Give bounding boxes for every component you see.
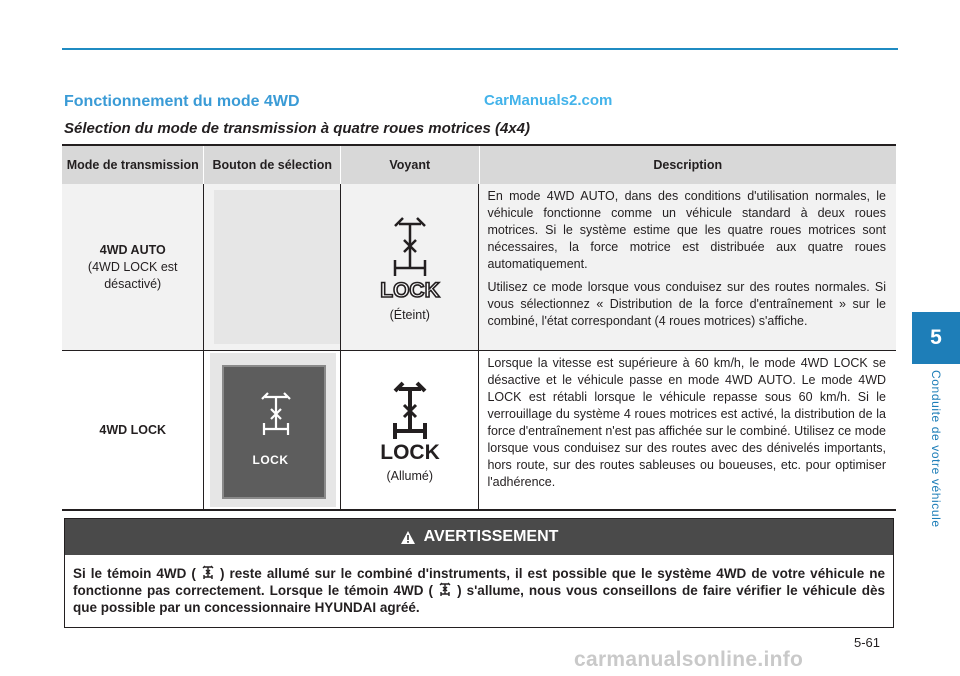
description-paragraph: En mode 4WD AUTO, dans des conditions d'utilisation normales, le véhicule fonctionne comme un véhicule standard à deux roues motrices. Si le système estime que les quatre roues motrices sont nécessaires, la force motrice est distribuée aux quatre roues automatiquement. [487, 189, 887, 271]
lamp-cell [341, 351, 480, 509]
mode-cell [62, 184, 204, 350]
4wd-lock-button [222, 365, 326, 499]
warning-body [65, 555, 893, 616]
lamp-lock-text: LOCK [379, 279, 440, 302]
warning-title: AVERTISSEMENT [423, 528, 559, 545]
warning-header [65, 519, 893, 555]
subtitle: Sélection du mode de transmission à quatre roues motrices (4x4) [64, 120, 530, 137]
lamp-state-on: (Allumé) [386, 469, 433, 483]
4wd-lock-lamp-icon [375, 377, 445, 463]
mode-name: 4WD AUTO [99, 242, 166, 257]
mode-cell [62, 351, 204, 509]
mode-table [62, 144, 896, 511]
chapter-tab: 5 [912, 312, 960, 364]
mode-note: (4WD LOCK est désactivé) [87, 259, 178, 291]
watermark-top: CarManuals2.com [484, 92, 613, 109]
warning-text: ) reste allumé sur le combiné d'instruments, il est possible que le système 4WD de votre véhicule ne fonctionne pas correctement. Lorsque le témoin 4WD ( [73, 566, 885, 598]
header-mode: Mode de transmission [62, 146, 204, 184]
4wd-indicator-icon [201, 565, 215, 581]
warning-triangle-icon [400, 530, 416, 545]
button-lock-label: LOCK [252, 453, 289, 467]
4wd-indicator-icon [438, 582, 452, 598]
section-title: Fonctionnement du mode 4WD [64, 93, 300, 110]
header-button: Bouton de sélection [204, 146, 341, 184]
4wd-lock-button-icon [254, 391, 298, 447]
description-paragraph: Lorsque la vitesse est supérieure à 60 km/h, le mode 4WD LOCK se désactive et le véhicule passe en mode 4WD AUTO. Le mode 4WD LOCK est rétabli lorsque le véhicule repasse sous 60 km/h. Si le verrouillage du système 4 roues motrices est activé, la distribution de la force d'entraînement n'est pas affichée sur le combiné. Utilisez ce mode lorsque vous conduisez sur des routes avec des dénivelés importants, hors route, sur des routes sableuses ou boueuses, etc. pour optimiser l'adhérence. [487, 356, 887, 489]
header-lamp: Voyant [341, 146, 480, 184]
button-illustration [210, 353, 336, 507]
button-cell [204, 351, 341, 509]
chapter-title: Conduite de votre véhicule [929, 370, 943, 528]
lamp-state-off: (Éteint) [389, 308, 430, 322]
warning-text: ) s'allume, nous vous conseillons de faire vérifier le véhicule dès que possible par un concessionnaire HYUNDAI agréé. [73, 583, 885, 615]
header-description: Description [653, 157, 723, 172]
table-header [62, 146, 896, 184]
mode-name: 4WD LOCK [99, 422, 167, 437]
header-rule [62, 48, 898, 50]
lamp-cell [341, 184, 480, 350]
warning-box [64, 518, 894, 628]
button-placeholder [214, 190, 340, 344]
description-cell [479, 184, 896, 350]
button-cell [204, 184, 341, 350]
table-row [62, 351, 896, 509]
table-row [62, 184, 896, 351]
4wd-lock-outline-icon [375, 212, 445, 302]
lamp-lock-text: LOCK [379, 441, 440, 463]
description-cell [479, 351, 896, 509]
description-paragraph: Utilisez ce mode lorsque vous conduisez sur des routes normales. Si vous sélectionnez « Distribution de la force d'entraînement » sur le combiné, l'état correspondant (4 roues motrices) s'affiche. [487, 280, 887, 328]
page-number: 5-61 [854, 635, 881, 650]
watermark-bottom: carmanualsonline.info [574, 648, 804, 671]
warning-text: Si le témoin 4WD ( [73, 566, 196, 581]
